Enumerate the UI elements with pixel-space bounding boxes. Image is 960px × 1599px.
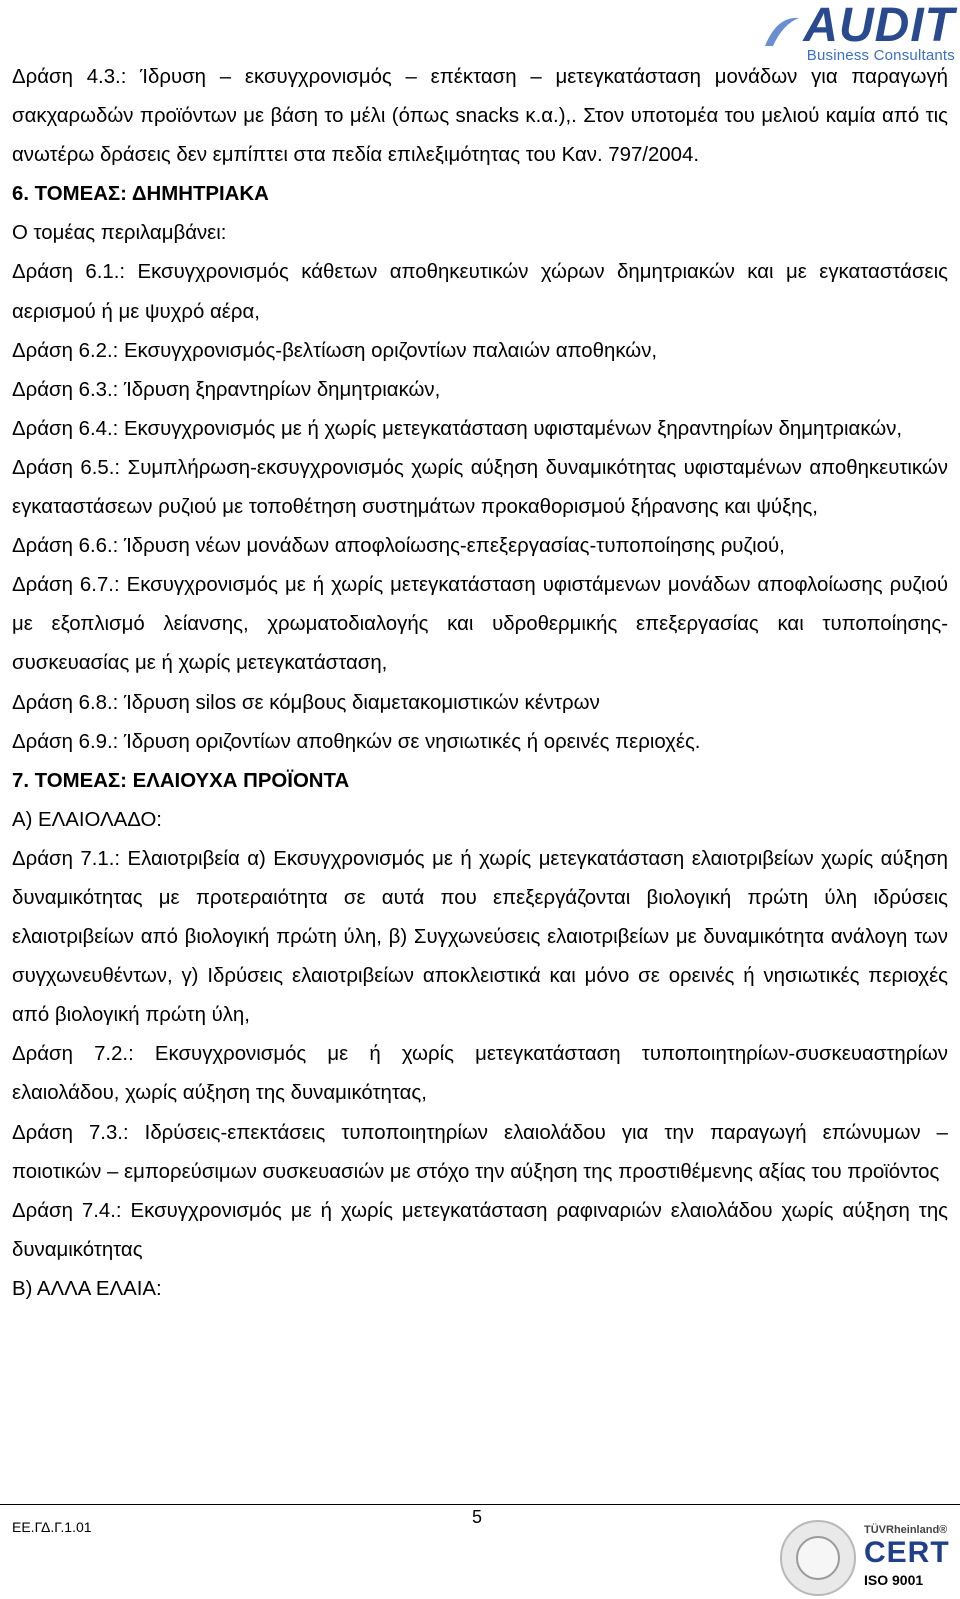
document-code: ΕΕ.ΓΔ.Γ.1.01 [12,1519,92,1535]
paragraph: Δράση 6.8.: Ίδρυση silos σε κόμβους διαμετακομιστικών κέντρων [12,691,600,714]
paragraph: Δράση 6.2.: Εκσυγχρονισμός-βελτίωση οριζοντίων παλαιών αποθηκών, [12,339,658,362]
paragraph: Δράση 6.6.: Ίδρυση νέων μονάδων αποφλοίωσης-επεξεργασίας-τυποποίησης ρυζιού, [12,535,785,558]
paragraph: Δράση 6.1.: Εκσυγχρονισμός κάθετων αποθηκευτικών χώρων δημητριακών και με εγκαταστάσεις αερισμού ή με ψυχρό αέρα, [12,261,948,323]
cert-brand: TÜVRheinland® [864,1524,948,1536]
audit-logo [765,0,955,64]
logo-wordmark: AUDIT [803,0,955,52]
page-number: 5 [472,1507,483,1527]
paragraph: Δράση 7.3.: Ιδρύσεις-επεκτάσεις τυποποιητηρίων ελαιολάδου για την παραγωγή επώνυμων – ποιοτικών – εμπορεύσιμων συσκευασιών με στόχο την αύξηση της προστιθέμενης αξίας του προϊόντος [12,1121,948,1183]
paragraph: Δράση 6.9.: Ίδρυση οριζοντίων αποθηκών σε νησιωτικές ή ορεινές περιοχές. [12,730,701,753]
paragraph: Δράση 7.2.: Εκσυγχρονισμός με ή χωρίς μετεγκατάσταση τυποποιητηρίων-συσκευαστηρίων ελαιολάδου, χωρίς αύξηση της δυναμικότητας, [12,1043,948,1105]
paragraph: Δράση 7.1.: Ελαιοτριβεία α) Εκσυγχρονισμός με ή χωρίς μετεγκατάσταση ελαιοτριβείων χωρίς αύξηση δυναμικότητας με προτεραιότητα σε αυτά που επεξεργάζονται βιολογική πρώτη ύλη ιδρύσεις ελαιοτριβείων από βιολογική πρώτη ύλη, β) Συγχωνεύσεις ελαιοτριβείων με δυναμικότητα ανάλογη των συγχωνευθέντων, γ) Ιδρύσεις ελαιοτριβείων αποκλειστικά και μόνο σε ορεινές ή νησιωτικές περιοχές από βιολογική πρώτη ύλη, [12,847,948,1027]
paragraph: Δράση 6.7.: Εκσυγχρονισμός με ή χωρίς μετεγκατάσταση υφιστάμενων μονάδων αποφλοίωσης ρυζιού με εξοπλισμό λείανσης, χρωματοδιαλογής και υδροθερμικής επεξεργασίας και τυποποίησης-συσκευασίας με ή χωρίς μετεγκατάσταση, [12,574,948,675]
section-heading: 6. ΤΟΜΕΑΣ: ΔΗΜΗΤΡΙΑΚΑ [12,183,269,206]
paragraph: Δράση 6.5.: Συμπλήρωση-εκσυγχρονισμός χωρίς αύξηση δυναμικότητας υφισταμένων αποθηκευτικών εγκαταστάσεων ρυζιού με τοποθέτηση συστημάτων προκαθορισμού ξήρανσης και ψύξης, [12,456,948,519]
certification-seal-icon [780,1520,856,1596]
certification-badge [780,1520,956,1596]
footer-divider [0,1504,960,1505]
logo-tagline: Business Consultants [806,47,955,64]
paragraph: Δράση 6.3.: Ίδρυση ξηραντηρίων δημητριακών, [12,378,441,401]
paragraph: Δράση 6.4.: Εκσυγχρονισμός με ή χωρίς μετεγκατάσταση υφισταμένων ξηραντηρίων δημητριακών, [12,417,903,440]
section-heading: 7. ΤΟΜΕΑΣ: ΕΛΑΙΟΥΧΑ ΠΡΟΪΟΝΤΑ [12,769,350,792]
paragraph: Α) ΕΛΑΙΟΛΑΔΟ: [12,808,162,831]
paragraph: Δράση 4.3.: Ίδρυση – εκσυγχρονισμός – επέκταση – μετεγκατάσταση μονάδων για παραγωγή σακχαρωδών προϊόντων με βάση το μέλι (όπως snacks κ.α.),. Στον υποτομέα του μελιού καμία από τις ανωτέρω δράσεις δεν εμπίπτει στα πεδία επιλεξιμότητας του Καν. 797/2004. [12,66,948,167]
document-body [12,58,948,1309]
cert-standard: ISO 9001 [864,1572,924,1588]
paragraph: Ο τομέας περιλαμβάνει: [12,222,227,245]
paragraph: Δράση 7.4.: Εκσυγχρονισμός με ή χωρίς μετεγκατάσταση ραφιναριών ελαιολάδου χωρίς αύξηση της δυναμικότητας [12,1199,948,1261]
cert-word: CERT [864,1536,950,1569]
paragraph: Β) ΑΛΛΑ ΕΛΑΙΑ: [12,1277,162,1300]
